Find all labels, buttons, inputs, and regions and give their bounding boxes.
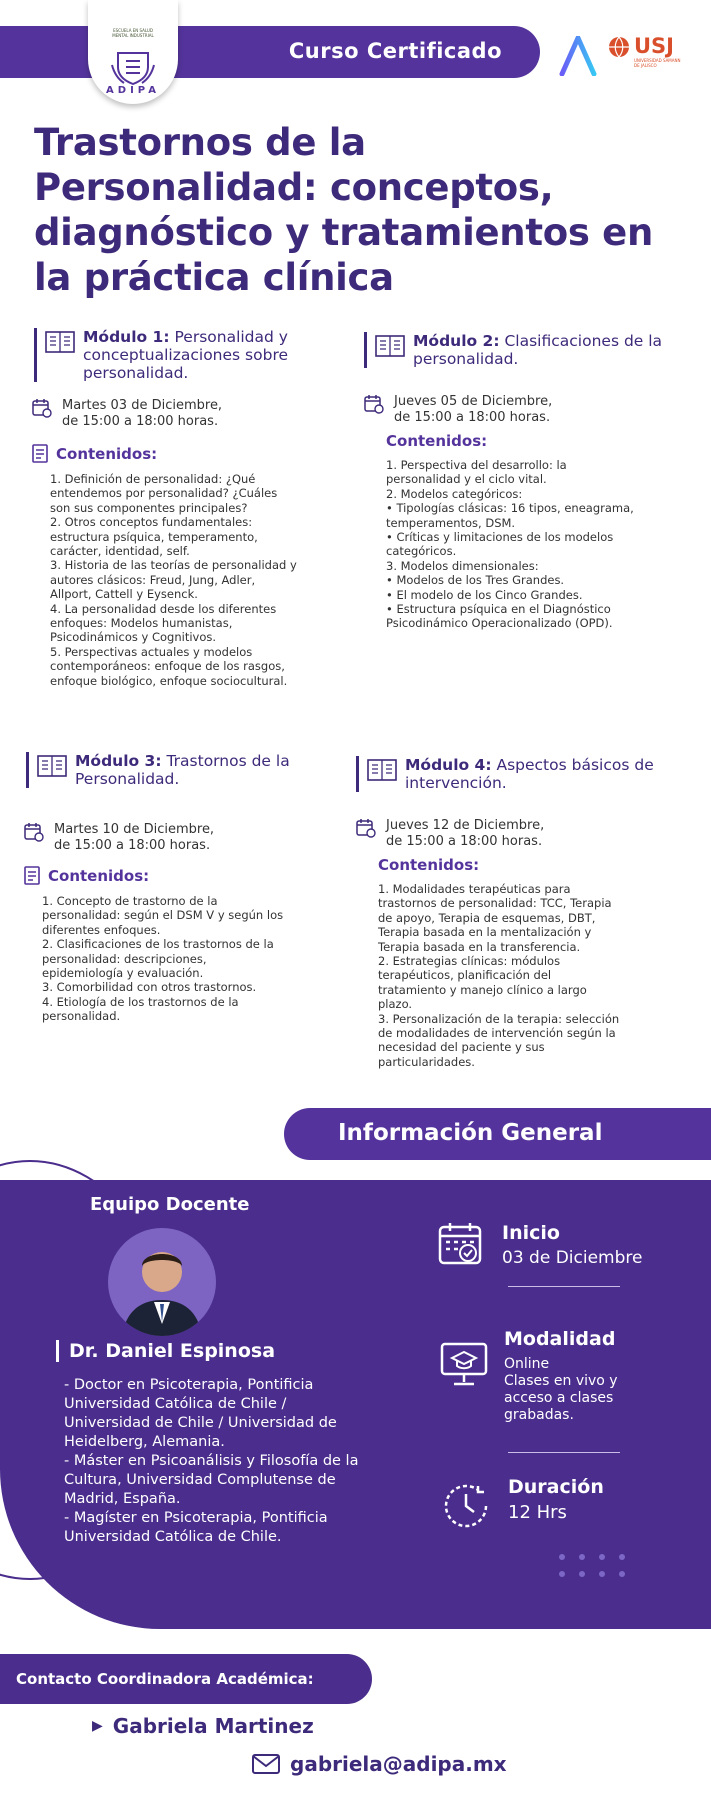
adipa-logo: ESCUELA EN SALUD MENTAL INDUSTRIAL ADIPA xyxy=(88,0,178,104)
contact-email-row[interactable] xyxy=(252,1752,507,1776)
team-label: Equipo Docente xyxy=(90,1194,250,1215)
page-title: Trastornos de la Personalidad: conceptos, diagnóstico y tratamientos en la práctica clínica xyxy=(34,121,653,299)
module-4-date: Jueves 12 de Diciembre, de 15:00 a 18:00 horas. xyxy=(356,818,636,850)
module-1-contents-label: Contenidos: xyxy=(32,444,157,464)
contact-name: Gabriela Martinez xyxy=(112,1714,314,1738)
contact-heading: Contacto Coordinadora Académica: xyxy=(0,1654,372,1704)
module-3-contents: 1. Concepto de trastorno de la personalidad: según el DSM V y según los diferentes enfoques. 2. Clasificaciones de los trastornos de la personalidad: descripciones, epidemiología y evaluación. 3. Comorbilidad con otros trastornos. 4. Etiología de los trastornos de la personalidad. xyxy=(42,894,284,1024)
mode-value: Online Clases en vivo y acceso a clases grabadas. xyxy=(504,1356,618,1423)
course-badge xyxy=(0,26,540,78)
calendar-clock-icon xyxy=(364,394,384,414)
checklist-icon xyxy=(24,866,42,886)
duration-value: 12 Hrs xyxy=(508,1502,567,1523)
module-3: Módulo 3: Trastornos de la Personalidad. xyxy=(26,752,326,788)
clock-icon xyxy=(442,1482,490,1530)
a-brand-icon xyxy=(558,36,598,76)
teacher-name: Dr. Daniel Espinosa xyxy=(56,1340,275,1362)
module-1-date: Martes 03 de Diciembre, de 15:00 a 18:00 horas. xyxy=(32,398,312,430)
teacher-avatar xyxy=(108,1228,216,1336)
mail-icon xyxy=(252,1754,280,1774)
course-badge-label: Curso Certificado xyxy=(288,39,502,63)
calendar-clock-icon xyxy=(356,818,376,838)
globe-icon xyxy=(608,36,630,58)
duration-label: Duración xyxy=(508,1476,604,1498)
module-3-contents-label: Contenidos: xyxy=(24,866,149,886)
decorative-dots xyxy=(556,1552,628,1580)
start-value: 03 de Diciembre xyxy=(502,1248,643,1268)
shield-icon xyxy=(110,51,156,85)
book-icon xyxy=(37,752,67,778)
usj-logo: USJ UNIVERSIDAD SAMANN DE JALISCO xyxy=(608,36,682,68)
module-1: Módulo 1: Personalidad y conceptualizaciones sobre personalidad. xyxy=(34,328,334,382)
calendar-clock-icon xyxy=(24,822,44,842)
calendar-icon xyxy=(438,1222,484,1268)
book-icon xyxy=(45,328,75,354)
book-icon xyxy=(367,756,397,782)
module-1-contents: 1. Definición de personalidad: ¿Qué entendemos por personalidad? ¿Cuáles son sus componentes principales? 2. Otros conceptos fundamentales: estructura psíquica, temperamento, carácter, identidad, self. 3. Historia de las teorías de personalidad y autores clásicos: Freud, Jung, Adler, Allport, Cattell y Eysenck. 4. La personalidad desde los diferentes enfoques: Modelos humanistas, Psicodinámicos y Cognitivos. 5. Perspectivas actuales y modelos contemporáneos: enfoque de los rasgos, enfoque biológico, enfoque sociocultural. xyxy=(50,472,297,688)
teacher-bio: - Doctor en Psicoterapia, Pontificia Universidad Católica de Chile / Universidad de Chile / Universidad de Heidelberg, Alemania. - Máster en Psicoanálisis y Filosofía de la Cultura, Universidad Complutense de Madrid, España. - Magíster en Psicoterapia, Pontificia Universidad Católica de Chile. xyxy=(64,1377,359,1545)
module-4-contents-label: Contenidos: xyxy=(378,856,480,874)
book-icon xyxy=(375,332,405,358)
module-2: Módulo 2: Clasificaciones de la personalidad. xyxy=(364,332,684,368)
calendar-clock-icon xyxy=(32,398,52,418)
module-2-contents-label: Contenidos: xyxy=(386,432,488,450)
module-4: Módulo 4: Aspectos básicos de intervención. xyxy=(356,756,676,792)
contact-email-link[interactable]: gabriela@adipa.mx xyxy=(290,1752,507,1776)
teacher-photo xyxy=(108,1228,216,1336)
checklist-icon xyxy=(32,444,50,464)
contact-name-row xyxy=(92,1714,314,1738)
module-2-date: Jueves 05 de Diciembre, de 15:00 a 18:00 horas. xyxy=(364,394,644,426)
start-label: Inicio xyxy=(502,1222,560,1244)
arrow-right-icon: ▶ xyxy=(92,1718,103,1734)
online-class-icon xyxy=(440,1338,488,1390)
mode-label: Modalidad xyxy=(504,1328,616,1350)
info-heading-pill: Información General xyxy=(284,1108,711,1160)
module-2-contents: 1. Perspectiva del desarrollo: la personalidad y el ciclo vital. 2. Modelos categóricos: • Tipologías clásicas: 16 tipos, eneagrama, temperamentos, DSM. • Críticas y limitaciones de los modelos categóricos. 3. Modelos dimensionales: • Modelos de los Tres Grandes. • El modelo de los Cinco Grandes. • Estructura psíquica en el Diagnóstico Psicodinámico Operacionalizado (OPD). xyxy=(386,458,634,631)
module-4-contents: 1. Modalidades terapéuticas para trastornos de personalidad: TCC, Terapia de apoyo, Terapia de esquemas, DBT, Terapia basada en la mentalización y Terapia basada en la transferencia. 2. Estrategias clínicas: módulos terapéuticos, planificación del tratamiento y manejo clínico a largo plazo. 3. Personalización de la terapia: selección de modalidades de intervención según la necesidad del paciente y sus particularidades. xyxy=(378,882,620,1069)
module-3-date: Martes 10 de Diciembre, de 15:00 a 18:00 horas. xyxy=(24,822,304,854)
